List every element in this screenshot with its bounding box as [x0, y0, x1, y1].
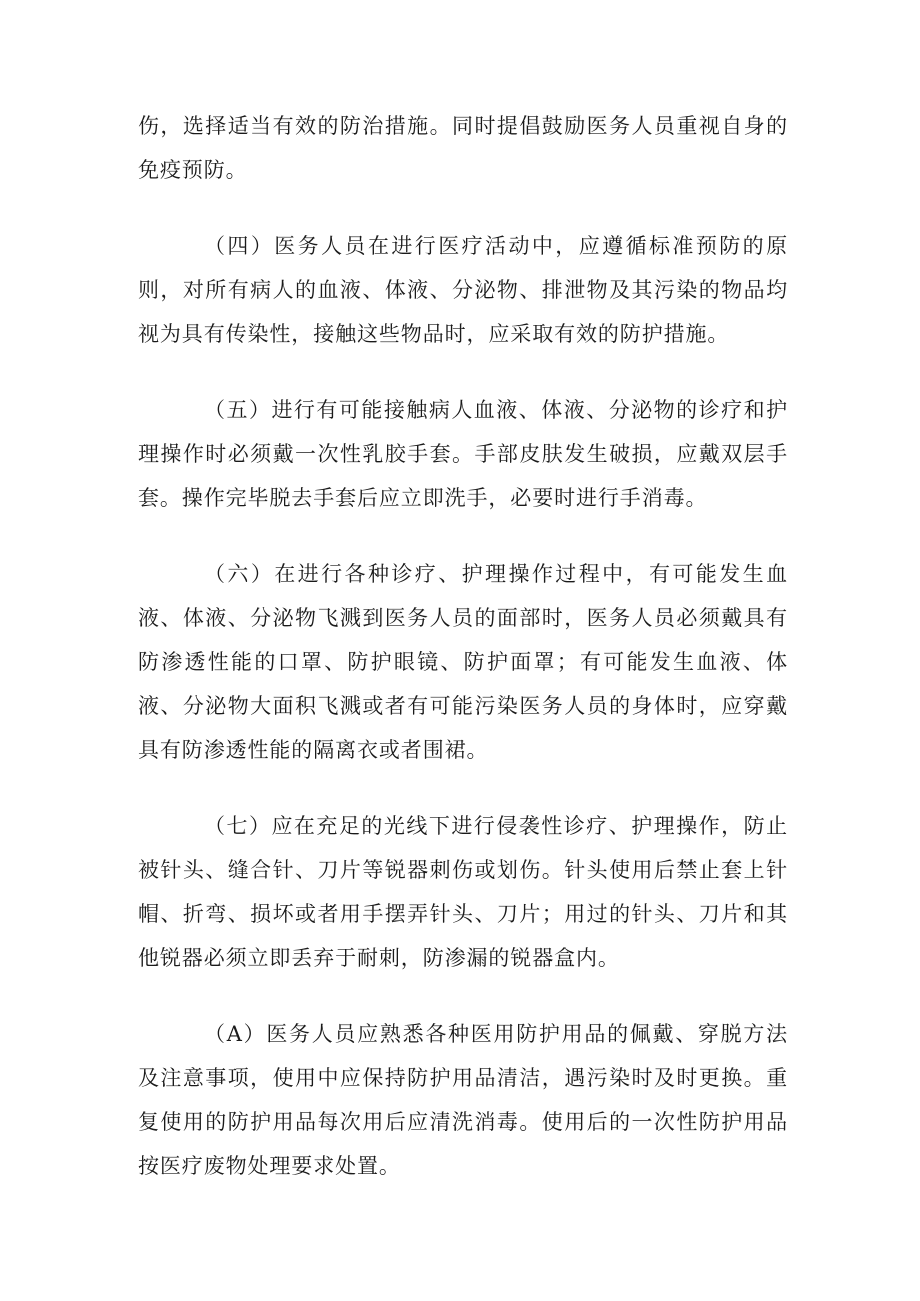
paragraph-item-5: （五）进行有可能接触病人血液、体液、分泌物的诊疗和护理操作时必须戴一次性乳胶手套。手部皮肤发生破损，应戴双层手套。操作完毕脱去手套后应立即洗手，必要时进行手消毒。: [138, 398, 788, 510]
paragraph-item-6: （六）在进行各种诊疗、护理操作过程中，有可能发生血液、体液、分泌物飞溅到医务人员的面部时，医务人员必须戴具有防渗透性能的口罩、防护眼镜、防护面罩；有可能发生血液、体液、分泌物大面积飞溅或者有可能污染医务人员的身体时，应穿戴具有防渗透性能的隔离衣或者围裙。: [138, 562, 788, 762]
paragraph-continuation: 伤，选择适当有效的防治措施。同时提倡鼓励医务人员重视自身的免疫预防。: [138, 114, 788, 182]
paragraph-item-8: （A）医务人员应熟悉各种医用防护用品的佩戴、穿脱方法及注意事项，使用中应保持防护用品清洁，遇污染时及时更换。重复使用的防护用品每次用后应清洗消毒。使用后的一次性防护用品按医疗废物处理要求处置。: [138, 1022, 788, 1178]
paragraph-item-4: （四）医务人员在进行医疗活动中，应遵循标准预防的原则，对所有病人的血液、体液、分泌物、排泄物及其污染的物品均视为具有传染性，接触这些物品时，应采取有效的防护措施。: [138, 234, 788, 346]
paragraph-item-7: （七）应在充足的光线下进行侵袭性诊疗、护理操作，防止被针头、缝合针、刀片等锐器刺伤或划伤。针头使用后禁止套上针帽、折弯、损坏或者用手摆弄针头、刀片；用过的针头、刀片和其他锐器必须立即丢弃于耐刺，防渗漏的锐器盒内。: [138, 814, 788, 970]
